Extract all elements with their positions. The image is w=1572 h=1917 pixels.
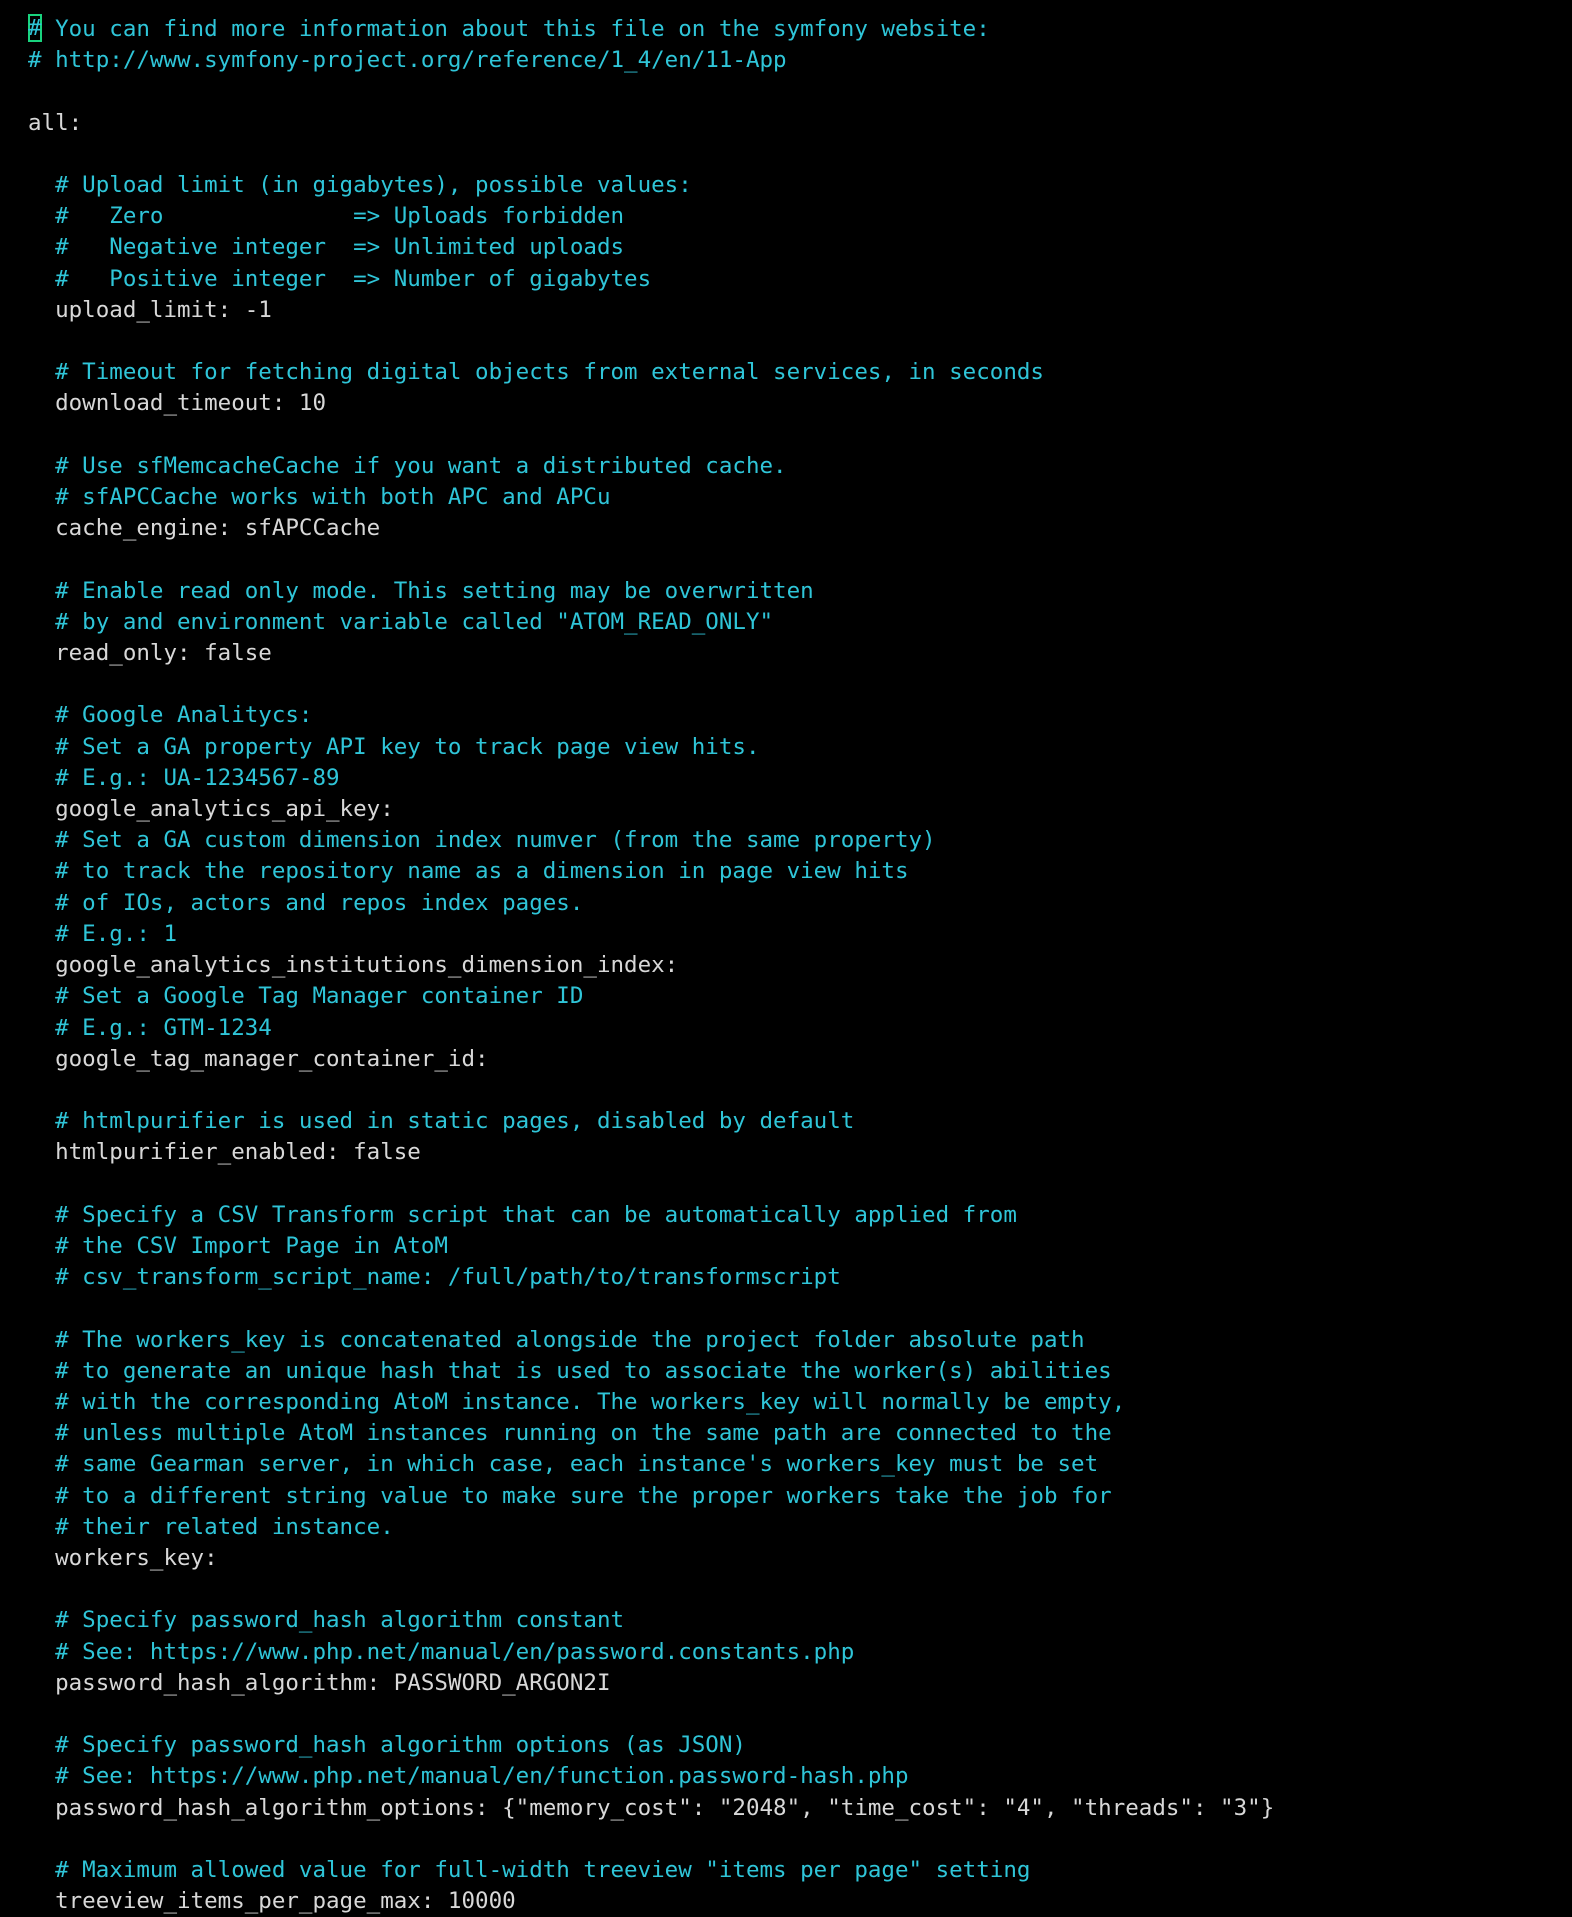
terminal-line-text: # sfAPCCache works with both APC and APCu (28, 484, 611, 511)
terminal-line-text (28, 1077, 42, 1103)
terminal-line-text (28, 546, 42, 572)
terminal-line-text: password_hash_algorithm: PASSWORD_ARGON2I (28, 1669, 611, 1696)
terminal-line-text: read_only: false (28, 640, 272, 667)
terminal-line (28, 669, 1572, 700)
terminal-line-text (28, 1701, 42, 1727)
terminal-line-text: # Timeout for fetching digital objects from external services, in seconds (28, 359, 1044, 386)
terminal-line (28, 295, 1572, 326)
terminal-line-text: # http://www.symfony-project.org/reference/1_4/en/11-App (28, 47, 787, 74)
terminal-line (28, 981, 1572, 1012)
terminal-line-text: # See: https://www.php.net/manual/en/password.constants.php (28, 1638, 855, 1665)
terminal-line (28, 451, 1572, 482)
terminal-line (28, 1668, 1572, 1699)
terminal-line-text (28, 328, 42, 354)
terminal-line (28, 1793, 1572, 1824)
terminal-line (28, 170, 1572, 201)
terminal-line (28, 45, 1572, 76)
terminal-line-text: password_hash_algorithm_options: {"memory_cost": "2048", "time_cost": "4", "threads": "3"} (28, 1794, 1275, 1821)
terminal-line (28, 950, 1572, 981)
terminal-line (28, 1481, 1572, 1512)
terminal-line (28, 513, 1572, 544)
terminal-line-text: # Set a GA property API key to track page view hits. (28, 733, 760, 760)
terminal-line-text: # Upload limit (in gigabytes), possible values: (28, 172, 692, 199)
terminal-line (28, 576, 1572, 607)
terminal-line (28, 326, 1572, 357)
terminal-line (28, 1387, 1572, 1418)
terminal-line (28, 888, 1572, 919)
terminal-line-text: # Positive integer => Number of gigabytes (28, 265, 652, 292)
terminal-line (28, 732, 1572, 763)
terminal-line-text: # E.g.: GTM-1234 (28, 1014, 272, 1041)
terminal-line (28, 1543, 1572, 1574)
terminal-line-text: # with the corresponding AtoM instance. The workers_key will normally be empty, (28, 1388, 1126, 1415)
terminal-line (28, 388, 1572, 419)
terminal-line (28, 1512, 1572, 1543)
terminal-line (28, 232, 1572, 263)
terminal-line-text: # to generate an unique hash that is used to associate the worker(s) abilities (28, 1357, 1112, 1384)
terminal-line (28, 1699, 1572, 1730)
terminal-line (28, 700, 1572, 731)
terminal-line (28, 139, 1572, 170)
terminal-line (28, 1200, 1572, 1231)
terminal-line-text: google_tag_manager_container_id: (28, 1045, 489, 1072)
terminal-line (28, 544, 1572, 575)
terminal-line-text (28, 1295, 42, 1321)
terminal-line (28, 1231, 1572, 1262)
terminal-line-text: # to track the repository name as a dimension in page view hits (28, 858, 909, 885)
terminal-line-text: # Set a GA custom dimension index numver (from the same property) (28, 827, 936, 854)
terminal-line (28, 825, 1572, 856)
terminal-line-text: # csv_transform_script_name: /full/path/to/transformscript (28, 1264, 841, 1291)
terminal-line-text: google_analytics_institutions_dimension_index: (28, 952, 679, 979)
terminal-line-text: # same Gearman server, in which case, each instance's workers_key must be set (28, 1451, 1099, 1478)
terminal-line (28, 264, 1572, 295)
terminal-line (28, 607, 1572, 638)
terminal-line-text: download_timeout: 10 (28, 390, 327, 417)
terminal-line (28, 1418, 1572, 1449)
terminal-line (28, 1574, 1572, 1605)
terminal-line-text: # The workers_key is concatenated alongside the project folder absolute path (28, 1326, 1085, 1353)
terminal-line (28, 1137, 1572, 1168)
terminal-line-text: # of IOs, actors and repos index pages. (28, 889, 584, 916)
terminal-line (28, 1013, 1572, 1044)
terminal-line-text: treeview_items_per_page_max: 10000 (28, 1888, 516, 1915)
terminal-line (28, 1855, 1572, 1886)
terminal-line (28, 1730, 1572, 1761)
terminal-line (28, 14, 1572, 45)
terminal-line (28, 1637, 1572, 1668)
terminal-line (28, 1075, 1572, 1106)
terminal-line-text: # Maximum allowed value for full-width treeview "items per page" setting (28, 1856, 1031, 1883)
terminal-line (28, 420, 1572, 451)
terminal-line (28, 1761, 1572, 1792)
terminal-line (28, 1356, 1572, 1387)
terminal-line-text: htmlpurifier_enabled: false (28, 1139, 421, 1166)
terminal-line (28, 1106, 1572, 1137)
terminal-line (28, 638, 1572, 669)
terminal-line-text: all: (28, 109, 83, 136)
terminal-line-text: # unless multiple AtoM instances running on the same path are connected to the (28, 1420, 1112, 1447)
terminal-line-text: upload_limit: -1 (28, 296, 272, 323)
terminal-line (28, 1824, 1572, 1855)
terminal-line-text: # Specify password_hash algorithm options (as JSON) (28, 1732, 746, 1759)
terminal-line-text: # by and environment variable called "ATOM_READ_ONLY" (28, 608, 774, 635)
terminal-line (28, 919, 1572, 950)
terminal-line-text: # Zero => Uploads forbidden (28, 203, 625, 230)
terminal-line (28, 1605, 1572, 1636)
terminal-line (28, 1449, 1572, 1480)
terminal-line-text (28, 422, 42, 448)
terminal-line (28, 76, 1572, 107)
terminal-line-text: # See: https://www.php.net/manual/en/function.password-hash.php (28, 1763, 909, 1790)
terminal-line (28, 794, 1572, 825)
terminal-line (28, 763, 1572, 794)
terminal-line-text: # Set a Google Tag Manager container ID (28, 983, 584, 1010)
terminal-line-text: # Google Analitycs: (28, 702, 313, 729)
terminal-line-text: # the CSV Import Page in AtoM (28, 1232, 448, 1259)
terminal-line-text: cache_engine: sfAPCCache (28, 515, 381, 542)
terminal-line-text: # Specify a CSV Transform script that can be automatically applied from (28, 1201, 1017, 1228)
terminal-line-text: # to a different string value to make sure the proper workers take the job for (28, 1482, 1112, 1509)
terminal-line-text: # Negative integer => Unlimited uploads (28, 234, 625, 261)
terminal-line-text: # Specify password_hash algorithm constant (28, 1607, 625, 1634)
terminal-line-text: # E.g.: UA-1234567-89 (28, 764, 340, 791)
terminal-line (28, 1293, 1572, 1324)
terminal-line-text: You can find more information about this file on the symfony website: (41, 16, 990, 42)
terminal-line (28, 482, 1572, 513)
terminal-line-text (28, 1171, 42, 1197)
terminal-line-text: workers_key: (28, 1544, 218, 1571)
terminal-line (28, 1262, 1572, 1293)
terminal-line-text (28, 1826, 42, 1852)
terminal-line-text: # E.g.: 1 (28, 920, 178, 947)
terminal-line-text: # Enable read only mode. This setting may be overwritten (28, 577, 814, 604)
terminal-line (28, 1886, 1572, 1917)
terminal-line-text: google_analytics_api_key: (28, 796, 394, 823)
terminal-line-text: # their related instance. (28, 1513, 394, 1540)
text-cursor[interactable]: # (28, 15, 42, 41)
terminal-line (28, 201, 1572, 232)
terminal-line (28, 357, 1572, 388)
terminal-line-text (28, 1576, 42, 1602)
terminal-line (28, 856, 1572, 887)
terminal-line-text (28, 141, 42, 167)
terminal-line-text: # htmlpurifier is used in static pages, disabled by default (28, 1108, 855, 1135)
terminal-line (28, 1044, 1572, 1075)
terminal-line-text (28, 78, 42, 104)
terminal-line (28, 108, 1572, 139)
terminal-line (28, 1169, 1572, 1200)
terminal-line (28, 1325, 1572, 1356)
terminal-line-text (28, 671, 42, 697)
terminal-line-text: # Use sfMemcacheCache if you want a distributed cache. (28, 452, 787, 479)
